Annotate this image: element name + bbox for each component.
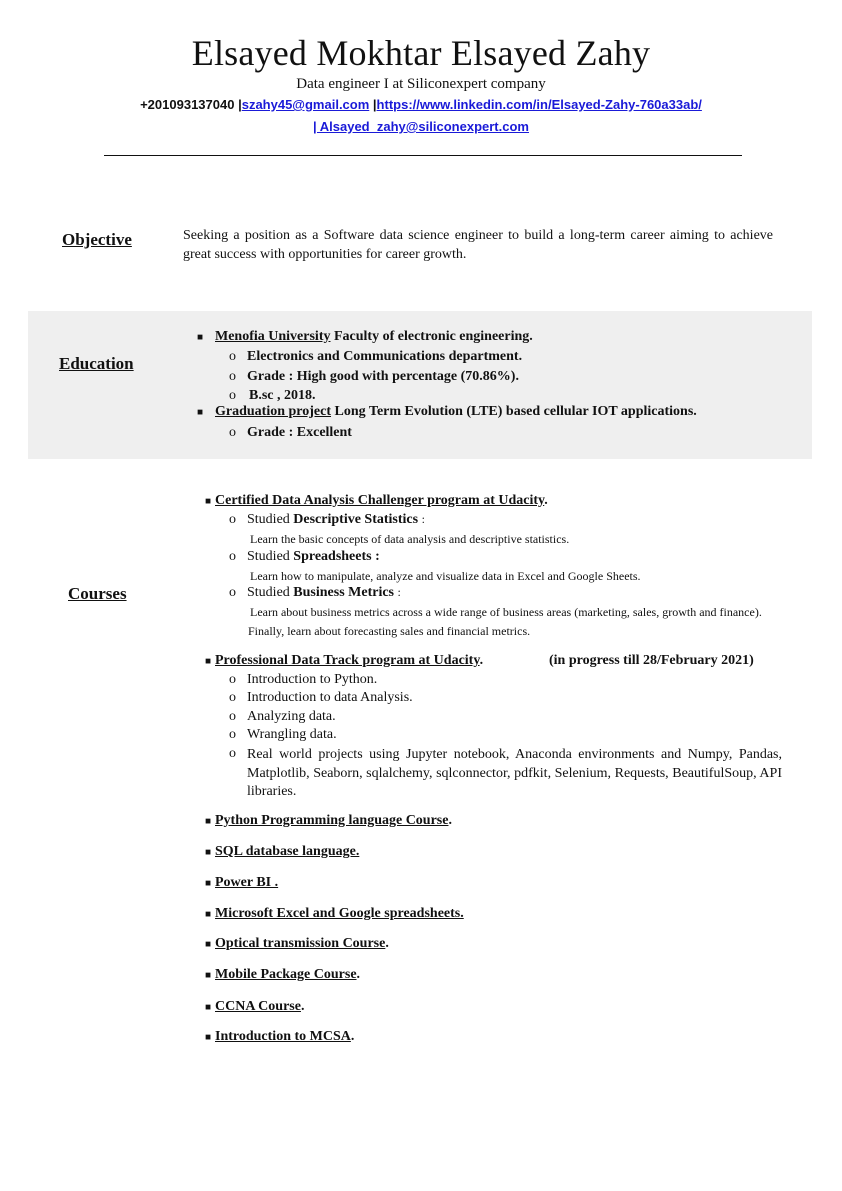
separator: | <box>372 97 377 112</box>
bullet-icon: ■ <box>197 332 204 343</box>
work-email-link[interactable]: | Alsayed_zahy@siliconexpert.com <box>313 119 529 134</box>
course-topic-description: Learn how to manipulate, analyze and visualize data in Excel and Google Sheets. <box>250 569 641 583</box>
education-grade: Grade : High good with percentage (70.86%). <box>247 369 519 384</box>
job-title: Data engineer I at Siliconexpert company <box>296 76 546 92</box>
circle-bullet-icon: o <box>229 746 236 761</box>
university-name: Menofia University <box>215 329 331 344</box>
course-item: Wrangling data. <box>247 727 337 742</box>
faculty-name: Faculty of electronic engineering. <box>333 329 533 344</box>
separator: | <box>238 97 242 112</box>
course-entry: Power BI . <box>215 875 279 890</box>
bullet-icon: ■ <box>205 970 212 981</box>
phone-number: +201093137040 <box>140 97 235 112</box>
circle-bullet-icon: o <box>229 549 236 564</box>
courses-heading: Courses <box>68 584 127 603</box>
contact-line-2 <box>0 119 842 134</box>
course-entry: Optical transmission Course. <box>215 936 389 951</box>
course-entry: Python Programming language Course. <box>215 813 452 828</box>
course-item: Introduction to data Analysis. <box>247 690 413 705</box>
course-topic-description: Learn about business metrics across a wide range of business areas (marketing, sales, growth and finance). Finally, learn about forecasting sales and financial metrics. <box>248 605 762 638</box>
course-topic: Studied Descriptive Statistics : <box>247 512 425 527</box>
bullet-icon: ■ <box>205 816 212 827</box>
udacity-da-title: Certified Data Analysis Challenger program at Udacity <box>215 493 545 508</box>
circle-bullet-icon: o <box>229 369 236 384</box>
bullet-icon: ■ <box>205 1002 212 1013</box>
circle-bullet-icon: o <box>229 672 236 687</box>
candidate-name: Elsayed Mokhtar Elsayed Zahy <box>191 33 651 73</box>
course-entry: Microsoft Excel and Google spreadsheets. <box>215 906 464 921</box>
udacity-pro-status: (in progress till 28/February 2021) <box>549 653 754 668</box>
circle-bullet-icon: o <box>229 709 236 724</box>
circle-bullet-icon: o <box>229 690 236 705</box>
graduation-project-text: Long Term Evolution (LTE) based cellular IOT applications. <box>334 404 697 419</box>
bullet-icon: ■ <box>205 1032 212 1043</box>
circle-bullet-icon: o <box>229 349 236 364</box>
course-item: Analyzing data. <box>247 709 336 724</box>
course-topic-description: Learn the basic concepts of data analysis and descriptive statistics. <box>250 532 570 546</box>
course-topic: Studied Business Metrics : <box>247 585 401 600</box>
course-entry: SQL database language. <box>215 844 360 859</box>
email-link[interactable]: szahy45@gmail.com <box>241 97 370 112</box>
course-entry: Introduction to MCSA. <box>215 1029 355 1044</box>
objective-heading: Objective <box>62 230 132 249</box>
education-degree: B.sc , 2018. <box>249 388 316 403</box>
education-university <box>215 329 533 345</box>
course-entry: CCNA Course. <box>215 999 305 1014</box>
course-topic: Studied Spreadsheets : <box>247 549 380 564</box>
circle-bullet-icon: o <box>229 512 236 527</box>
objective-text: Seeking a position as a Software data science engineer to build a long-term career aiming to achieve great success with opportunities for career growth. <box>183 228 773 262</box>
udacity-pro-title: Professional Data Track program at Udacity <box>215 653 480 668</box>
bullet-icon: ■ <box>205 909 212 920</box>
graduation-project-label: Graduation project <box>215 404 332 419</box>
course-item: Introduction to Python. <box>247 672 378 687</box>
circle-bullet-icon: o <box>229 727 236 742</box>
udacity-pro-course: Professional Data Track program at Udacity. <box>215 653 484 668</box>
bullet-icon: ■ <box>205 847 212 858</box>
bullet-icon: ■ <box>205 496 212 507</box>
education-department: Electronics and Communications department. <box>247 349 523 364</box>
graduation-project <box>215 404 697 420</box>
circle-bullet-icon: o <box>229 425 236 440</box>
circle-bullet-icon: o <box>229 585 236 600</box>
course-entry: Mobile Package Course. <box>215 967 361 982</box>
contact-line <box>0 97 842 112</box>
bullet-icon: ■ <box>197 407 204 418</box>
bullet-icon: ■ <box>205 878 212 889</box>
bullet-icon: ■ <box>205 656 212 667</box>
course-item: Real world projects using Jupyter notebook, Anaconda environments and Numpy, Pandas, Matplotlib, Seaborn, sqlalchemy, sqlconnector, pdfkit, Selenium, Requests, BeautifulSoup, API libraries. <box>247 747 782 799</box>
education-heading: Education <box>59 354 134 373</box>
linkedin-link[interactable]: https://www.linkedin.com/in/Elsayed-Zahy-760a33ab/ <box>376 97 702 112</box>
header-divider <box>104 155 742 156</box>
graduation-project-grade: Grade : Excellent <box>247 425 352 440</box>
circle-bullet-icon: o <box>229 388 236 403</box>
bullet-icon: ■ <box>205 939 212 950</box>
udacity-da-course: Certified Data Analysis Challenger program at Udacity. <box>215 493 548 508</box>
